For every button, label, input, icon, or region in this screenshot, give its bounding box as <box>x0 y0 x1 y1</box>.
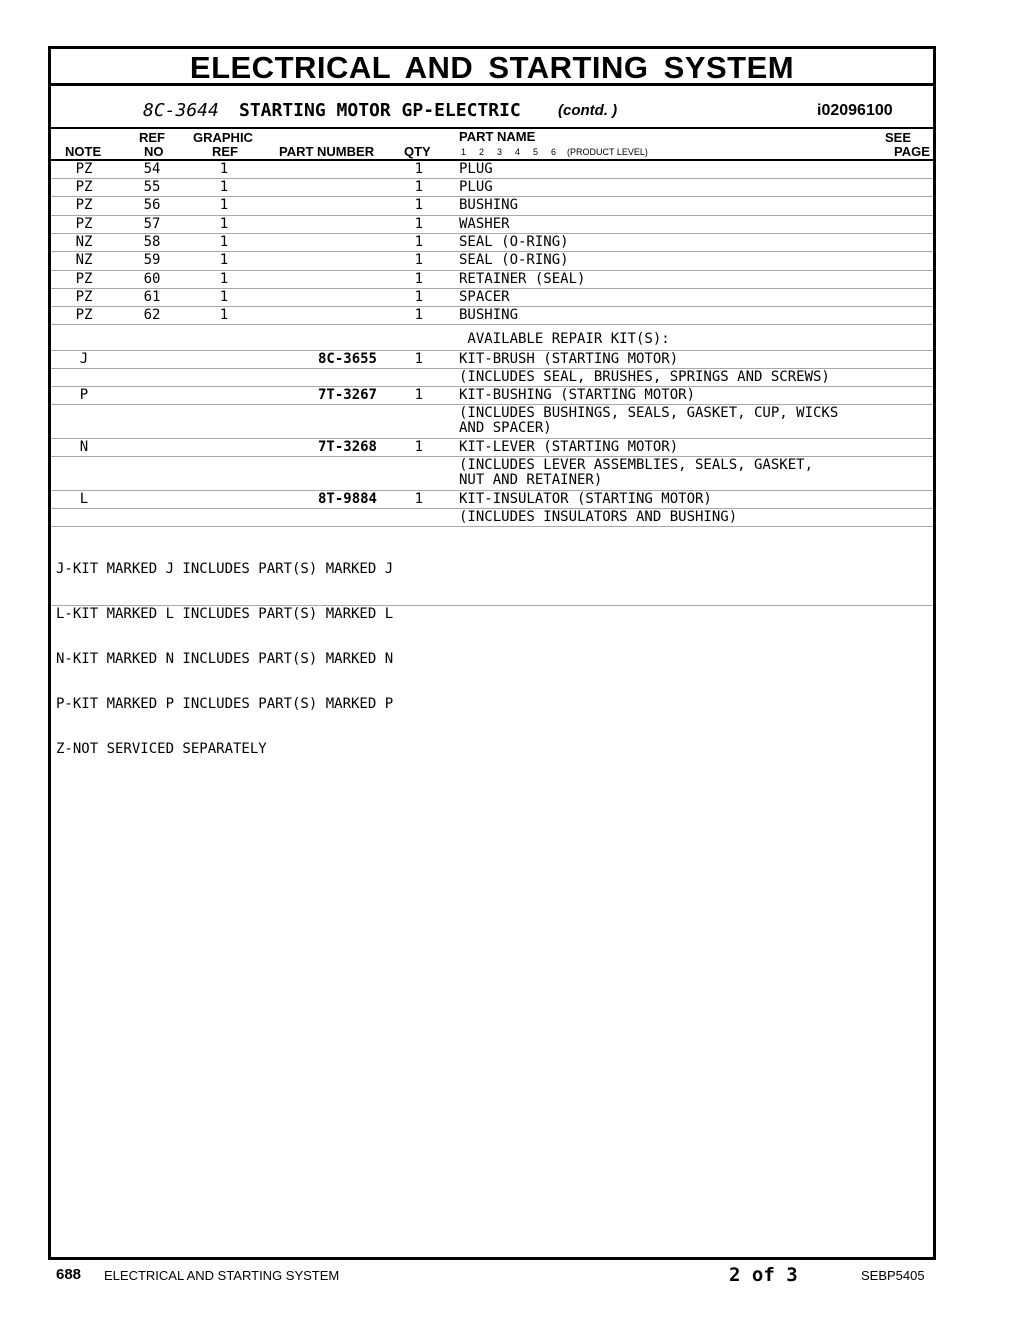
note-cell: J <box>79 351 89 367</box>
col-see-bottom: PAGE <box>894 144 930 159</box>
ref-no-cell: 60 <box>143 271 161 287</box>
table-row <box>51 491 933 509</box>
note-cell: PZ <box>75 289 93 305</box>
ref-no-cell: 59 <box>143 252 161 268</box>
ref-no-cell: 57 <box>143 216 161 232</box>
page-frame <box>48 46 936 1260</box>
graphic-ref-cell: 1 <box>219 271 229 287</box>
part-name-cell: SPACER <box>459 289 510 305</box>
doc-id: i02096100 <box>817 102 893 119</box>
part-number-cell: 8T-9884 <box>317 491 377 507</box>
table-row <box>51 307 933 325</box>
page-number: 688 <box>56 1266 82 1283</box>
note-line: Z-NOT SERVICED SEPARATELY <box>56 741 267 757</box>
note-line: P-KIT MARKED P INCLUDES PART(S) MARKED P <box>56 696 394 712</box>
qty-cell: 1 <box>414 252 423 268</box>
table-row <box>51 197 933 216</box>
table-row <box>51 161 933 179</box>
part-name-cell: (INCLUDES BUSHINGS, SEALS, GASKET, CUP, WICKS AND SPACER) <box>459 405 839 436</box>
notes-block <box>56 532 393 787</box>
qty-cell: 1 <box>414 491 423 507</box>
col-note: NOTE <box>65 144 102 159</box>
qty-cell: 1 <box>414 179 423 195</box>
table-row <box>51 369 933 387</box>
qty-cell: 1 <box>414 289 423 305</box>
ref-no-cell: 54 <box>143 161 161 177</box>
table-row <box>51 271 933 289</box>
col-ref-bottom: NO <box>144 144 164 159</box>
product-level-2: 2 <box>479 147 485 157</box>
qty-cell: 1 <box>414 197 423 213</box>
table-row <box>51 234 933 252</box>
note-cell: NZ <box>75 234 93 250</box>
graphic-ref-cell: 1 <box>219 161 229 177</box>
note-cell: NZ <box>75 252 93 268</box>
note-cell: PZ <box>75 179 93 195</box>
qty-cell: 1 <box>414 234 423 250</box>
page-title: ELECTRICAL AND STARTING SYSTEM <box>51 49 933 86</box>
table-row <box>51 252 933 271</box>
note-cell: PZ <box>75 307 93 323</box>
graphic-ref-cell: 1 <box>219 234 229 250</box>
product-level-4: 4 <box>515 147 521 157</box>
column-header <box>51 129 933 161</box>
qty-cell: 1 <box>414 161 423 177</box>
table-row <box>51 179 933 197</box>
product-level-3: 3 <box>497 147 503 157</box>
product-level-6: 6 <box>551 147 557 157</box>
part-name-cell: WASHER <box>459 216 510 232</box>
product-level-1: 1 <box>461 147 467 157</box>
note-line: L-KIT MARKED L INCLUDES PART(S) MARKED L <box>56 606 394 622</box>
part-name-cell: RETAINER (SEAL) <box>459 271 586 287</box>
col-graphic-top: GRAPHIC <box>193 130 253 145</box>
col-part-name: PART NAME <box>459 129 536 144</box>
table-row <box>51 439 933 457</box>
ref-no-cell: 56 <box>143 197 161 213</box>
graphic-ref-cell: 1 <box>219 307 229 323</box>
part-name-cell: PLUG <box>459 161 493 177</box>
table-row <box>51 509 933 527</box>
part-name-cell: PLUG <box>459 179 493 195</box>
divider <box>51 605 933 606</box>
graphic-ref-cell: 1 <box>219 197 229 213</box>
note-line: N-KIT MARKED N INCLUDES PART(S) MARKED N <box>56 651 394 667</box>
ref-no-cell: 58 <box>143 234 161 250</box>
graphic-ref-cell: 1 <box>219 179 229 195</box>
qty-cell: 1 <box>414 307 423 323</box>
note-cell: N <box>79 439 89 455</box>
table-row <box>51 289 933 307</box>
part-name-cell: BUSHING <box>459 197 519 213</box>
table-row <box>51 387 933 405</box>
part-name-cell: KIT-INSULATOR (STARTING MOTOR) <box>459 491 712 507</box>
group-code: 8C-3644 <box>143 100 219 121</box>
part-name-cell: (INCLUDES INSULATORS AND BUSHING) <box>459 509 738 525</box>
table-row <box>51 216 933 234</box>
table-row <box>51 457 933 491</box>
note-cell: PZ <box>75 271 93 287</box>
note-cell: P <box>79 387 89 403</box>
note-cell: PZ <box>75 161 93 177</box>
footer-section-title: ELECTRICAL AND STARTING SYSTEM <box>104 1268 340 1283</box>
ref-no-cell: 61 <box>143 289 161 305</box>
col-see-top: SEE <box>885 130 912 145</box>
part-number-cell: 8C-3655 <box>317 351 377 367</box>
group-header <box>51 86 933 129</box>
page-footer <box>0 1262 1020 1292</box>
doc-number: SEBP5405 <box>861 1268 925 1283</box>
col-ref-top: REF <box>139 130 165 145</box>
table-row <box>51 405 933 439</box>
qty-cell: 1 <box>414 387 423 403</box>
note-cell: PZ <box>75 197 93 213</box>
ref-no-cell: 62 <box>143 307 161 323</box>
group-name: STARTING MOTOR GP-ELECTRIC <box>239 100 521 121</box>
contd-label: (contd. ) <box>558 102 618 119</box>
part-name-cell: (INCLUDES LEVER ASSEMBLIES, SEALS, GASKET, NUT AND RETAINER) <box>459 457 814 488</box>
part-number-cell: 7T-3267 <box>317 387 377 403</box>
part-name-cell: BUSHING <box>459 307 519 323</box>
table-row <box>51 351 933 369</box>
qty-cell: 1 <box>414 351 423 367</box>
part-name-cell: AVAILABLE REPAIR KIT(S): <box>459 331 670 347</box>
part-name-cell: KIT-LEVER (STARTING MOTOR) <box>459 439 679 455</box>
product-level-5: 5 <box>533 147 539 157</box>
qty-cell: 1 <box>414 216 423 232</box>
part-name-cell: SEAL (O-RING) <box>459 252 569 268</box>
part-name-cell: (INCLUDES SEAL, BRUSHES, SPRINGS AND SCREWS) <box>459 369 830 385</box>
table-row <box>51 331 933 351</box>
col-graphic-bottom: REF <box>212 144 238 159</box>
graphic-ref-cell: 1 <box>219 216 229 232</box>
note-line: J-KIT MARKED J INCLUDES PART(S) MARKED J <box>56 561 394 577</box>
page-of: 2 of 3 <box>729 1264 798 1286</box>
col-part-number: PART NUMBER <box>279 144 375 159</box>
product-level-label: (PRODUCT LEVEL) <box>567 147 648 157</box>
note-cell: L <box>79 491 89 507</box>
part-name-cell: KIT-BRUSH (STARTING MOTOR) <box>459 351 679 367</box>
part-name-cell: SEAL (O-RING) <box>459 234 569 250</box>
qty-cell: 1 <box>414 439 423 455</box>
qty-cell: 1 <box>414 271 423 287</box>
part-number-cell: 7T-3268 <box>317 439 377 455</box>
ref-no-cell: 55 <box>143 179 161 195</box>
note-cell: PZ <box>75 216 93 232</box>
col-qty: QTY <box>404 144 431 159</box>
graphic-ref-cell: 1 <box>219 289 229 305</box>
graphic-ref-cell: 1 <box>219 252 229 268</box>
part-name-cell: KIT-BUSHING (STARTING MOTOR) <box>459 387 696 403</box>
